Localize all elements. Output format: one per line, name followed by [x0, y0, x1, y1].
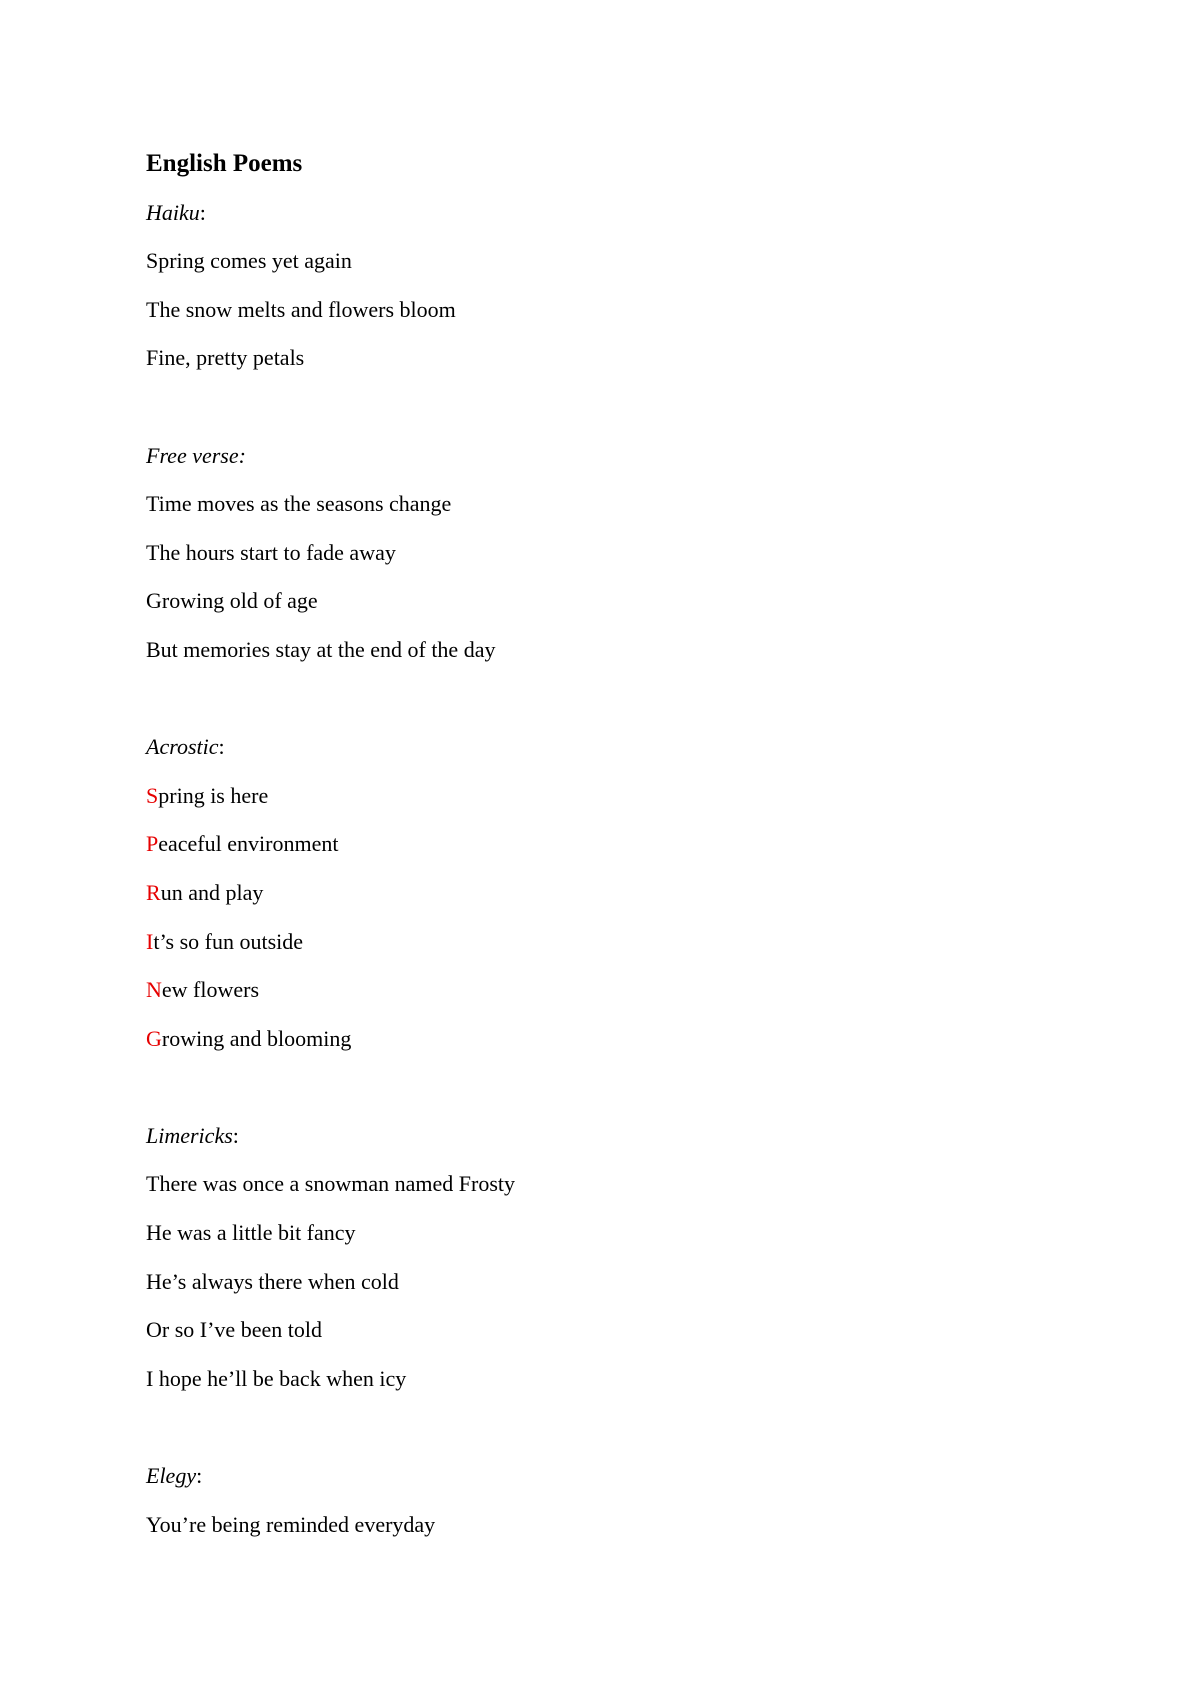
acrostic-line [146, 869, 1126, 918]
acrostic-rest: un and play [160, 879, 264, 905]
poem-acrostic [146, 723, 1126, 1063]
poem-line: Or so I’ve been told [146, 1317, 322, 1343]
acrostic-initial: P [146, 831, 159, 857]
poem-line: Time moves as the seasons change [146, 491, 452, 517]
acrostic-initial: N [146, 977, 162, 1003]
acrostic-rest: ew flowers [161, 977, 260, 1003]
acrostic-line [146, 918, 1126, 967]
poem-line: The hours start to fade away [146, 539, 396, 565]
heading-colon: : [199, 199, 206, 225]
poem-type-label: Acrostic [146, 734, 219, 760]
heading-colon: : [218, 734, 225, 760]
acrostic-line [146, 1015, 1126, 1064]
poem-type-label: Limericks [146, 1122, 233, 1148]
poem-line: I hope he’ll be back when icy [146, 1365, 407, 1391]
poem-heading [146, 1452, 1126, 1501]
poem-type-label: Free verse: [146, 442, 246, 468]
poem-line: The snow melts and flowers bloom [146, 296, 456, 322]
acrostic-rest: t’s so fun outside [153, 928, 304, 954]
heading-colon: : [232, 1122, 239, 1148]
acrostic-line [146, 820, 1126, 869]
poem-heading [146, 189, 1126, 238]
poem-line: He’s always there when cold [146, 1268, 399, 1294]
poem-heading [146, 1112, 1126, 1161]
acrostic-rest: eaceful environment [158, 831, 339, 857]
poem-line: Growing old of age [146, 588, 318, 614]
poem-line: Fine, pretty petals [146, 345, 305, 371]
poem-elegy [146, 1452, 1126, 1549]
poem-line: You’re being reminded everyday [146, 1511, 436, 1537]
acrostic-initial: I [146, 928, 154, 954]
poem-free-verse [146, 432, 1126, 675]
poem-line: But memories stay at the end of the day [146, 636, 496, 662]
acrostic-rest: rowing and blooming [161, 1025, 352, 1051]
heading-colon: : [196, 1463, 203, 1489]
acrostic-rest: pring is here [158, 782, 269, 808]
poem-type-label: Haiku [146, 199, 200, 225]
acrostic-line [146, 772, 1126, 821]
acrostic-initial: R [146, 879, 161, 905]
poem-line: He was a little bit fancy [146, 1220, 356, 1246]
poem-haiku [146, 189, 1126, 383]
document-title: English Poems [146, 150, 303, 177]
poem-heading [146, 432, 1126, 481]
poem-limericks [146, 1112, 1126, 1404]
poem-heading [146, 723, 1126, 772]
poem-type-label: Elegy [146, 1463, 197, 1489]
document-body [146, 140, 1126, 1549]
poem-line: There was once a snowman named Frosty [146, 1171, 516, 1197]
acrostic-initial: G [146, 1025, 162, 1051]
poem-line: Spring comes yet again [146, 248, 352, 274]
acrostic-initial: S [146, 782, 159, 808]
acrostic-line [146, 966, 1126, 1015]
